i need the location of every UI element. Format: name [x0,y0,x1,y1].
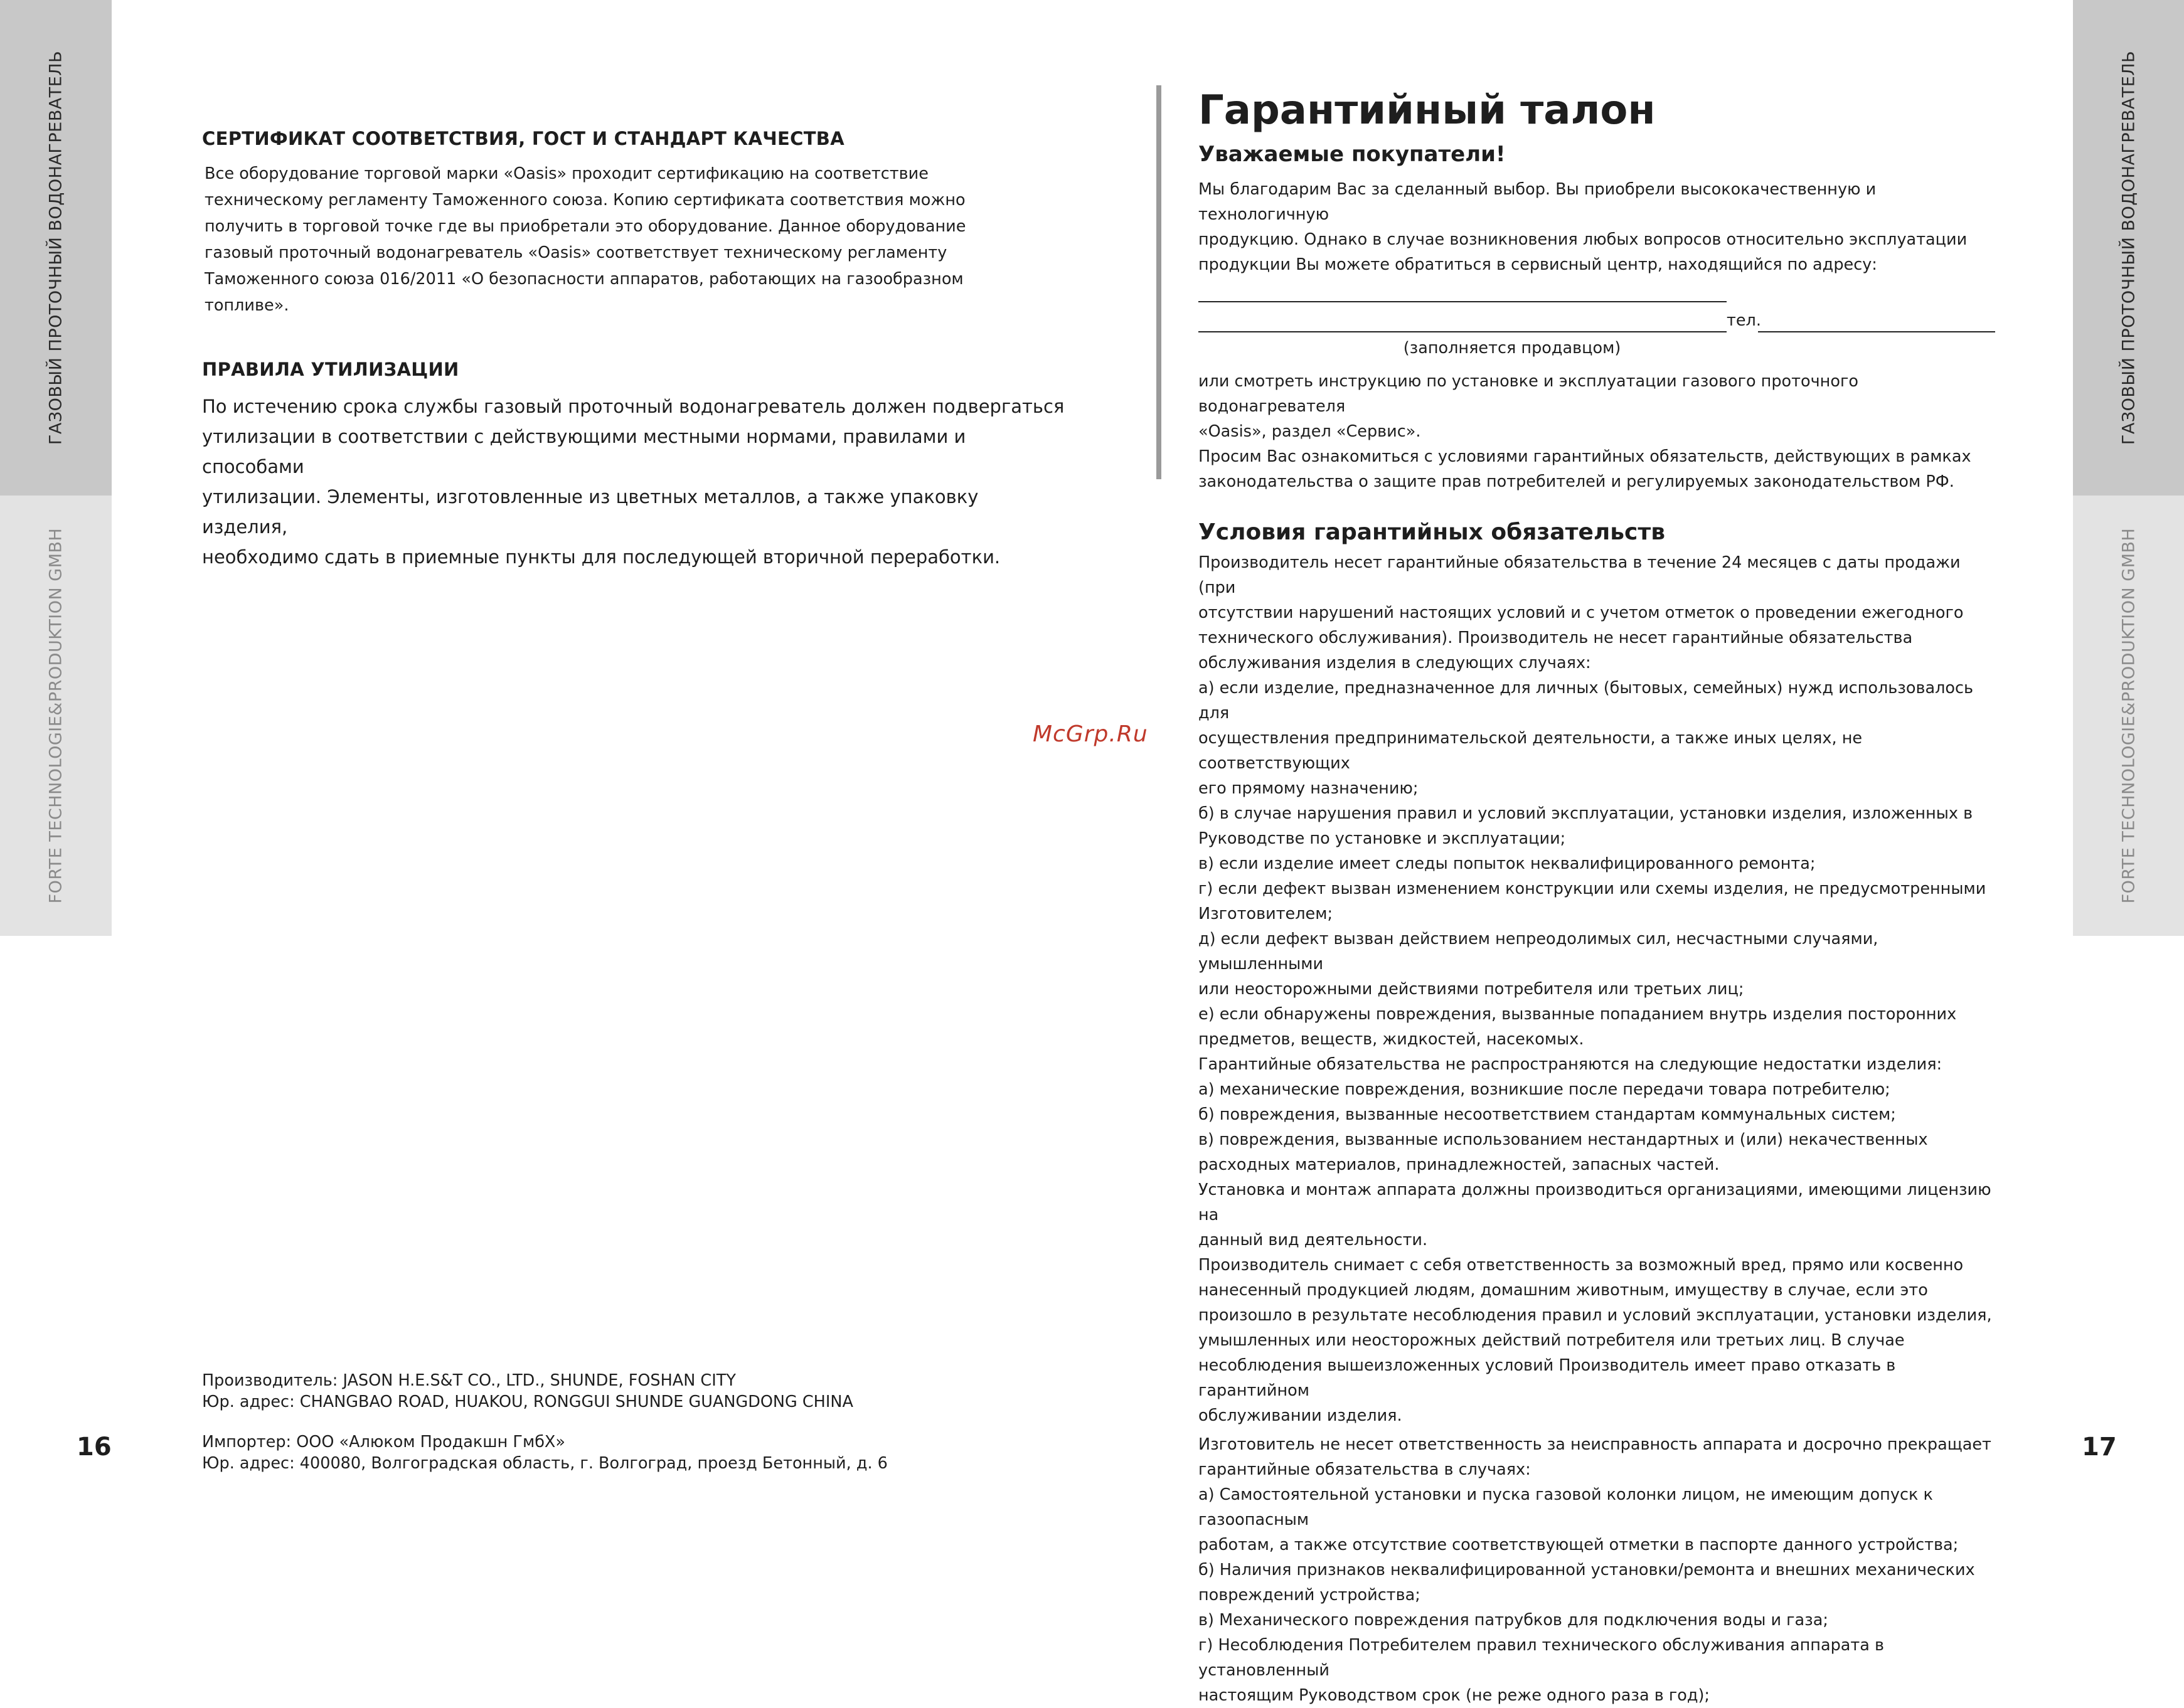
text-line: Руководстве по установке и эксплуатации; [1198,829,1566,848]
text-line: Все оборудование торговой марки «Oasis» проходит сертификацию на соответствие [205,164,929,183]
left-page [202,128,1068,572]
text-line: настоящим Руководством срок (не реже одного раза в год); [1198,1686,1710,1705]
side-tab-company-label: FORTE TECHNOLOGIE&PRODUKTION GMBH [46,528,66,904]
text-line: б) в случае нарушения правил и условий эксплуатации, установки изделия, изложенных в [1198,804,1973,823]
right-side-tab-company [2073,496,2184,936]
side-tab-company-label: FORTE TECHNOLOGIE&PRODUKTION GMBH [2119,528,2139,904]
text-line: Изготовителем; [1198,904,1333,923]
text-line: повреждений устройства; [1198,1586,1420,1605]
warranty-title: Гарантийный талон [1198,87,1656,134]
text-line: обслуживании изделия. [1198,1406,1402,1425]
right-side-tab-product [2073,0,2184,496]
text-line: гарантийные обязательства в случаях: [1198,1460,1531,1479]
text-line: отсутствии нарушений настоящих условий и с учетом отметок о проведении ежегодного [1198,603,1964,622]
certificate-heading: СЕРТИФИКАТ СООТВЕТСТВИЯ, ГОСТ И СТАНДАРТ КАЧЕСТВА [202,128,844,149]
importer-info [202,1431,888,1474]
address-blank-line [1198,331,1727,332]
text-line: а) если изделие, предназначенное для личных (бытовых, семейных) нужд использовалось для [1198,679,1974,723]
text-line: е) если обнаружены повреждения, вызванные попаданием внутрь изделия посторонних [1198,1005,1957,1024]
manufacturer-address: Юр. адрес: CHANGBAO ROAD, HUAKOU, RONGGUI SHUNDE GUANGDONG CHINA [202,1392,853,1411]
address-blank-line [1198,301,1727,302]
text-line: в) повреждения, вызванные использованием нестандартных и (или) некачественных [1198,1130,1928,1149]
text-line: а) Самостоятельной установки и пуска газовой колонки лицом, не имеющим допуск к газоопасным [1198,1485,1933,1529]
text-line: несоблюдения вышеизложенных условий Производитель имеет право отказать в гарантийном [1198,1356,1896,1400]
importer-name: Импортер: ООО «Алюком Продакшн ГмбХ» [202,1433,565,1451]
disposal-heading: ПРАВИЛА УТИЛИЗАЦИИ [202,359,459,380]
tel-label: тел. [1727,311,1761,330]
text-line: По истечению срока службы газовый проточный водонагреватель должен подвергаться [202,396,1065,417]
text-line: Просим Вас ознакомиться с условиями гарантийных обязательств, действующих в рамках [1198,447,1971,466]
right-page [1198,85,1995,1708]
disposal-text [202,391,1068,572]
page-number-right: 17 [2082,1433,2117,1461]
text-line: техническому регламенту Таможенного союза. Копию сертификата соответствия можно [205,191,966,210]
text-line: утилизации. Элементы, изготовленные из цветных металлов, а также упаковку изделия, [202,486,979,538]
text-line: Установка и монтаж аппарата должны производиться организациями, имеющими лицензию на [1198,1180,1991,1224]
text-line: г) если дефект вызван изменением конструкции или схемы изделия, не предусмотренными [1198,879,1986,898]
watermark: McGrp.Ru [1033,721,1148,747]
vertical-divider [1156,85,1161,479]
text-line: д) если дефект вызван действием непреодолимых сил, несчастными случаями, умышленными [1198,930,1878,973]
after-text [1198,369,1995,494]
side-tab-product-label: ГАЗОВЫЙ ПРОТОЧНЫЙ ВОДОНАГРЕВАТЕЛЬ [2119,50,2139,445]
text-line: б) повреждения, вызванные несоответствием стандартам коммунальных систем; [1198,1105,1896,1124]
text-line: утилизации в соответствии с действующими местными нормами, правилами и способами [202,426,966,477]
text-line: законодательства о защите прав потребителей и регулируемых законодательством РФ. [1198,472,1954,491]
text-line: а) механические повреждения, возникшие после передачи товара потребителю; [1198,1080,1890,1099]
text-line: умышленных или неосторожных действий потребителя или третьих лиц. В случае [1198,1331,1905,1350]
text-line: предметов, веществ, жидкостей, насекомых. [1198,1030,1584,1049]
text-line: нанесенный продукцией людям, домашним животным, имуществу в случае, если это [1198,1281,1928,1300]
text-line: Производитель несет гарантийные обязательства в течение 24 месяцев с даты продажи (при [1198,553,1961,597]
text-line: продукцию. Однако в случае возникновения любых вопросов относительно эксплуатации [1198,230,1968,249]
text-line: Производитель снимает с себя ответственность за возможный вред, прямо или косвенно [1198,1256,1964,1275]
text-line: обслуживания изделия в следующих случаях: [1198,654,1591,672]
left-side-tab-product [0,0,112,496]
text-line: продукции Вы можете обратиться в сервисный центр, находящийся по адресу: [1198,255,1877,274]
text-line: газовый проточный водонагреватель «Oasis» соответствует техническому регламенту [205,243,947,262]
text-line: в) если изделие имеет следы попыток неквалифицированного ремонта; [1198,854,1816,873]
text-line: осуществления предпринимательской деятельности, а также иных целях, не соответствующих [1198,729,1863,773]
text-line: б) Наличия признаков неквалифицированной установки/ремонта и внешних механических [1198,1561,1975,1579]
text-line: произошло в результате несоблюдения правил и условий эксплуатации, установки изделия, [1198,1306,1992,1325]
text-line: технического обслуживания). Производитель не несет гарантийные обязательства [1198,629,1913,647]
address-line-row-2 [1198,305,1995,332]
manufacturer-name: Производитель: JASON H.E.S&T CO., LTD., SHUNDE, FOSHAN CITY [202,1371,736,1390]
text-line: работам, а также отсутствие соответствующей отметки в паспорте данного устройства; [1198,1536,1959,1554]
warranty-greeting: Уважаемые покупатели! [1198,142,1506,167]
text-line: Мы благодарим Вас за сделанный выбор. Вы приобрели высококачественную и технологичную [1198,180,1877,224]
left-side-tab-company [0,496,112,936]
page-number-left: 16 [77,1433,112,1461]
intro-text [1198,177,1995,277]
text-line: его прямому назначению; [1198,779,1419,798]
conditions-heading: Условия гарантийных обязательств [1198,519,1665,545]
importer-address: Юр. адрес: 400080, Волгоградская область, г. Волгоград, проезд Бетонный, д. 6 [202,1454,888,1473]
text-line: «Oasis», раздел «Сервис». [1198,422,1421,441]
text-line: Изготовитель не несет ответственность за неисправность аппарата и досрочно прекращает [1198,1435,1991,1454]
text-line: топливе». [205,296,289,315]
text-line: г) Несоблюдения Потребителем правил технического обслуживания аппарата в установленный [1198,1636,1885,1680]
text-line: Гарантийные обязательства не распространяются на следующие недостатки изделия: [1198,1055,1942,1074]
side-tab-product-label: ГАЗОВЫЙ ПРОТОЧНЫЙ ВОДОНАГРЕВАТЕЛЬ [46,50,66,445]
text-line: данный вид деятельности. [1198,1231,1428,1249]
text-line: необходимо сдать в приемные пункты для последующей вторичной переработки. [202,546,1001,568]
manufacturer-info [202,1370,853,1413]
text-line: расходных материалов, принадлежностей, запасных частей. [1198,1155,1720,1174]
text-line: получить в торговой точке где вы приобретали это оборудование. Данное оборудование [205,217,966,236]
certificate-text [202,161,1068,319]
conditions-text [1198,550,1995,1708]
tel-blank-line [1758,331,1995,332]
text-line: в) Механического повреждения патрубков для подключения воды и газа; [1198,1611,1828,1630]
text-line: или неосторожными действиями потребителя или третьих лиц; [1198,980,1744,999]
seller-note: (заполняется продавцом) [1403,339,1621,358]
text-line: Таможенного союза 016/2011 «О безопасности аппаратов, работающих на газообразном [205,270,964,289]
address-line-row-1 [1198,277,1995,305]
text-line: или смотреть инструкцию по установке и эксплуатации газового проточного водонагревателя [1198,372,1858,416]
